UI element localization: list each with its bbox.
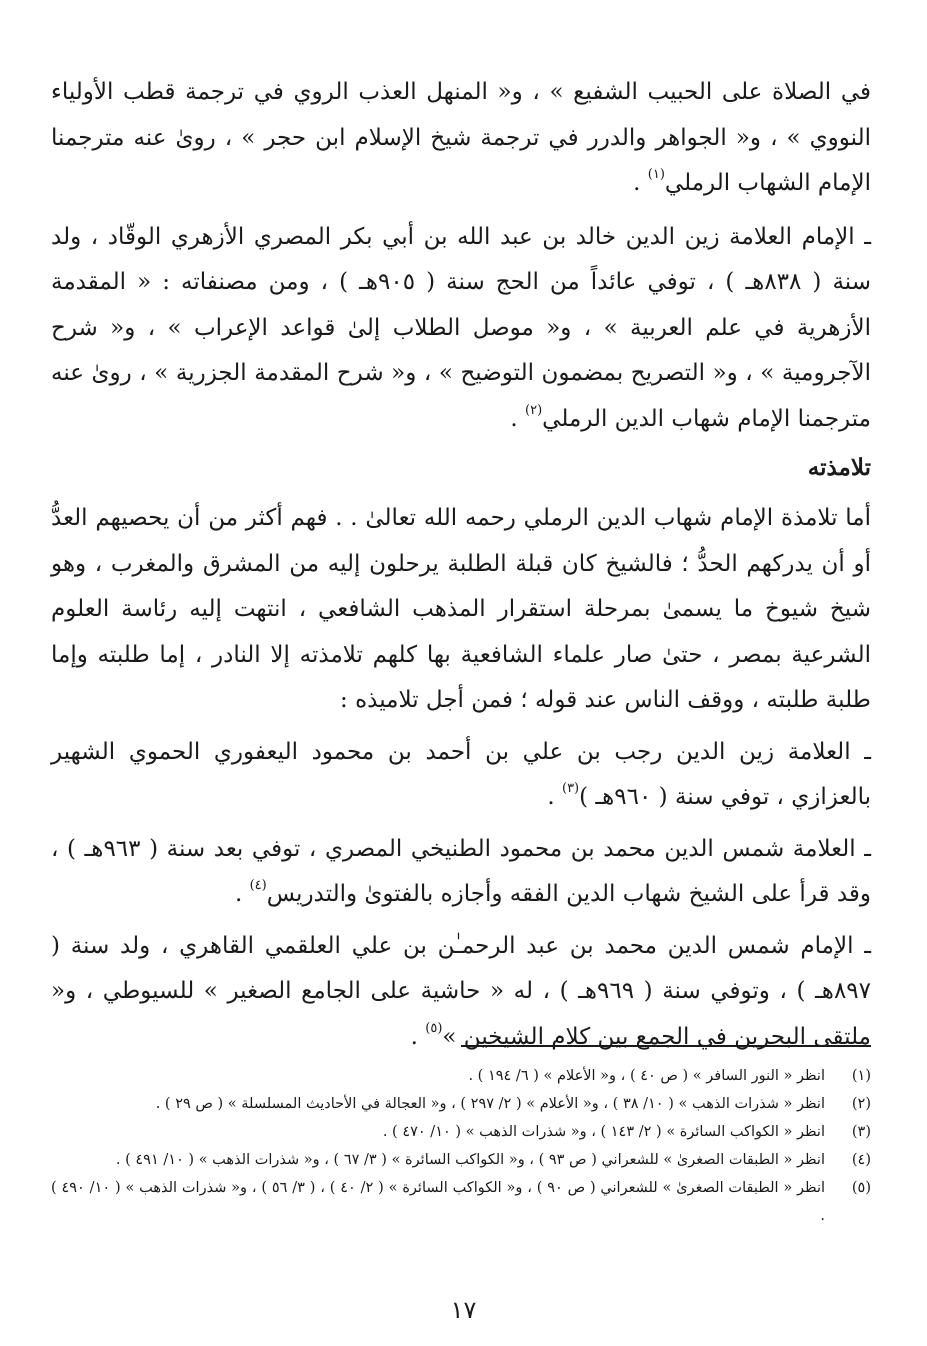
paragraph-2-text: ـ الإمام العلامة زين الدين خالد بن عبد الله بن أبي بكر المصري الأزهري الوقّاد ، ولد سنة ( ٨٣٨هـ ) ، توفي عائداً من الحج سنة ( ٩٠٥هـ ) ، ومن مصنفاته : « المقدمة الأزهرية في علم العربية » ، و« موصل الطلاب إلىٰ قواعد الإعراب » ، و« شرح الآجرومية » ، و« التصريح بمضمون التوضيح » ، و« شرح المقدمة الجزرية » ، روىٰ عنه مترجمنا الإمام شهاب الدين الرملي <box>51 223 871 432</box>
paragraph-1-tail: . <box>633 170 648 196</box>
main-text <box>51 70 871 1066</box>
paragraph-6-tail: . <box>410 1023 426 1050</box>
footnote-number: (٣) <box>851 1124 871 1140</box>
footnote-number: (٢) <box>851 1096 871 1112</box>
paragraph-4-text: ـ العلامة زين الدين رجب بن علي بن أحمد بن محمود اليعفوري الحموي الشهير بالعزازي ، توفي سنة ( ٩٦٠هـ ) <box>51 738 871 810</box>
paragraph-3 <box>51 496 871 724</box>
footnote-item <box>51 1118 871 1146</box>
footnote-item <box>51 1146 871 1174</box>
footnote-separator <box>461 1045 871 1047</box>
paragraph-6-text: ـ الإمام شمس الدين محمد بن عبد الرحمـٰن بن علي العلقمي القاهري ، ولد سنة ( ٨٩٧هـ ) ، وتوفي سنة ( ٩٦٩هـ ) ، له « حاشية على الجامع الصغير » للسيوطي ، و« ملتقى البحرين في الجمع بين كلام الشيخين » <box>51 932 872 1050</box>
footnote-number: (٥) <box>851 1180 871 1196</box>
paragraph-5 <box>51 827 871 918</box>
page-number: ١٧ <box>450 1296 477 1324</box>
footnote-ref-5: (٥) <box>425 1020 443 1036</box>
paragraph-4 <box>51 730 871 821</box>
footnote-number: (٤) <box>851 1152 871 1168</box>
paragraph-2 <box>51 215 871 443</box>
footnote-text: انظر « الطبقات الصغرىٰ » للشعراني ( ص ٩٠ ) ، و« الكواكب السائرة » ( ٢/ ٤٠ ) ، ( ٣/ ٥٦ ) ، و« شذرات الذهب » ( ١٠/ ٤٩٠ ) . <box>51 1180 826 1224</box>
footnote-ref-2: (٢) <box>525 402 543 418</box>
section-heading: تلامذته <box>807 454 871 481</box>
paragraph-5-text: ـ العلامة شمس الدين محمد بن محمود الطنيخي المصري ، توفي بعد سنة ( ٩٦٣هـ ) ، وقد قرأ على الشيخ شهاب الدين الفقه وأجازه بالفتوىٰ والتدريس <box>51 835 871 907</box>
paragraph-1 <box>51 70 871 207</box>
paragraph-3-text: أما تلامذة الإمام شهاب الدين الرملي رحمه الله تعالىٰ . . فهم أكثر من أن يحصيهم العدُّ أو أن يدركهم الحدُّ ؛ فالشيخ كان قبلة الطلبة يرحلون إليه من المشرق والمغرب ، وهو شيخ شيوخ ما يسمىٰ بمرحلة استقرار المذهب الشافعي ، انتهت إليه رئاسة العلوم الشرعية بمصر ، حتىٰ صار علماء الشافعية بها كلهم تلامذته إلا النادر ، إما طلبته وإما طلبة طلبته ، ووقف الناس عند قوله ؛ فمن أجل تلاميذه : <box>51 505 871 713</box>
footnote-ref-3: (٣) <box>561 781 580 796</box>
paragraph-4-tail: . <box>547 784 562 810</box>
footnote-text: انظر « النور السافر » ( ص ٤٠ ) ، و« الأعلام » ( ٦/ ١٩٤ ) . <box>468 1068 825 1084</box>
footnote-ref-4: (٤) <box>249 878 267 893</box>
paragraph-6 <box>51 924 871 1061</box>
footnotes <box>51 1062 871 1230</box>
paragraph-2-tail: . <box>510 405 526 432</box>
footnote-text: انظر « شذرات الذهب » ( ١٠/ ٣٨ ) ، و« الأعلام » ( ٢/ ٢٩٧ ) ، و« العجالة في الأحاديث المسلسلة » ( ص ٢٩ ) . <box>155 1096 825 1112</box>
footnote-text: انظر « الكواكب السائرة » ( ٢/ ١٤٣ ) ، و« شذرات الذهب » ( ١٠/ ٤٧٠ ) . <box>382 1124 825 1140</box>
footnote-text: انظر « الطبقات الصغرىٰ » للشعراني ( ص ٩٣ ) ، و« الكواكب السائرة » ( ٣/ ٦٧ ) ، و« شذرات الذهب » ( ١٠/ ٤٩١ ) . <box>115 1152 825 1168</box>
footnote-ref-1: (١) <box>647 167 665 182</box>
footnote-item <box>51 1174 871 1230</box>
paragraph-1-text: في الصلاة على الحبيب الشفيع » ، و« المنهل العذب الروي في ترجمة قطب الأولياء النووي » ، و« الجواهر والدرر في ترجمة شيخ الإسلام ابن حجر » ، روىٰ عنه مترجمنا الإمام الشهاب الرملي <box>51 79 871 196</box>
footnote-item <box>51 1062 871 1090</box>
footnote-item <box>51 1090 871 1118</box>
footnote-number: (١) <box>851 1068 871 1084</box>
paragraph-5-tail: . <box>234 881 250 907</box>
